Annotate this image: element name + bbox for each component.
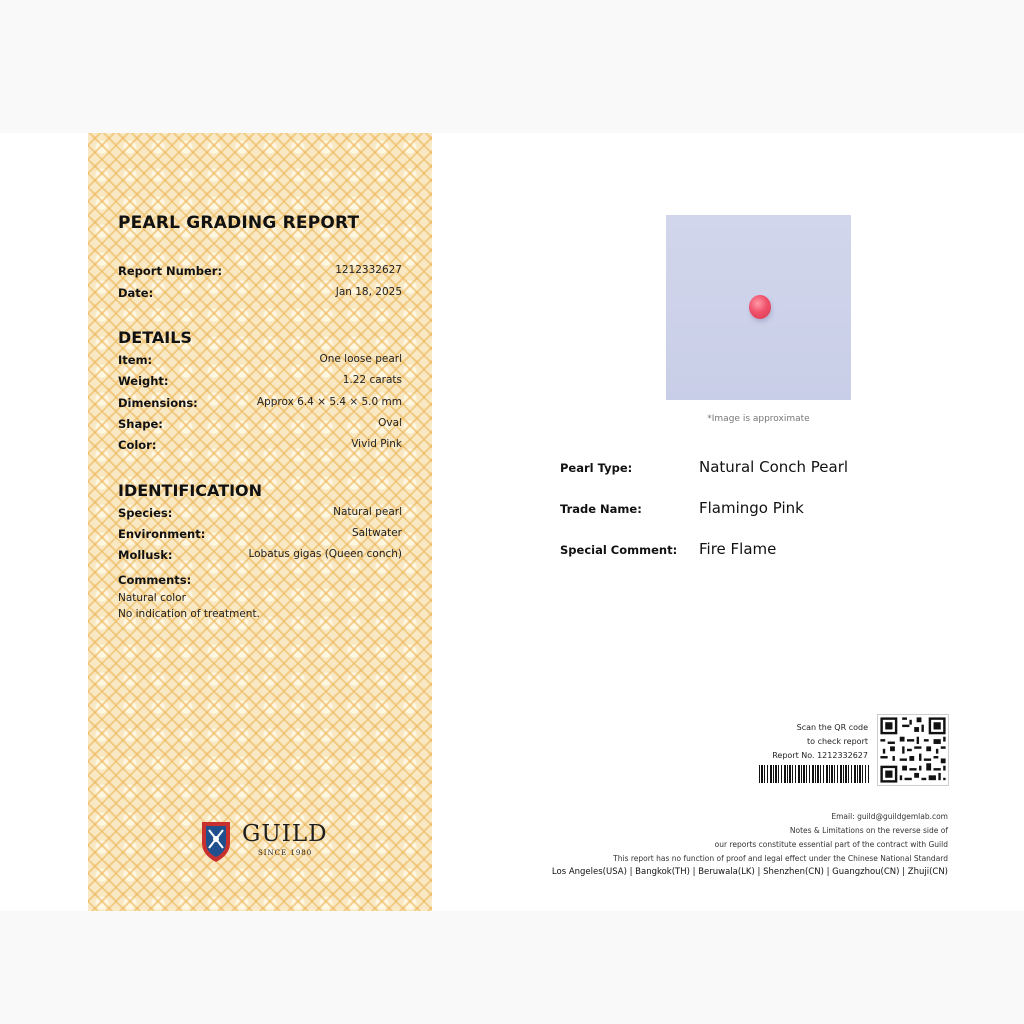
footer-email: Email: guild@guildgemlab.com <box>831 812 948 821</box>
row-value: 1.22 carats <box>342 374 402 386</box>
footer-disclaimer: This report has no function of proof and legal effect under the Chinese National Standard <box>613 854 948 863</box>
identification-heading: IDENTIFICATION <box>118 481 263 500</box>
feature-value: Flamingo Pink <box>699 499 804 517</box>
feature-label: Special Comment: <box>560 543 678 557</box>
row-value: Lobatus gigas (Queen conch) <box>248 548 402 560</box>
comment-line: Natural color <box>118 592 186 604</box>
report-number-row <box>118 264 402 282</box>
detail-row-dimensions <box>118 396 402 414</box>
detail-row-weight <box>118 374 402 392</box>
logo-wordmark: GUILD <box>242 821 328 847</box>
details-heading: DETAILS <box>118 328 192 347</box>
footer-locations: Los Angeles(USA) | Bangkok(TH) | Beruwala(LK) | Shenzhen(CN) | Guangzhou(CN) | Zhuji(CN) <box>551 867 948 877</box>
guild-logo <box>198 819 328 861</box>
pearl-image <box>749 295 771 319</box>
identification-row-mollusk <box>118 548 402 566</box>
report-title: PEARL GRADING REPORT <box>118 213 360 233</box>
report-panel <box>88 133 432 911</box>
logo-since: SINCE 1980 <box>258 849 313 857</box>
identification-row-species <box>118 506 402 524</box>
detail-row-shape <box>118 417 402 435</box>
feature-value: Natural Conch Pearl <box>699 458 849 476</box>
feature-label: Pearl Type: <box>560 461 633 475</box>
row-label: Dimensions: <box>118 396 198 410</box>
row-label: Mollusk: <box>118 548 173 562</box>
image-caption: *Image is approximate <box>707 414 810 424</box>
row-value: Vivid Pink <box>351 438 402 450</box>
pearl-photo <box>666 215 851 400</box>
row-value: Jan 18, 2025 <box>335 286 402 298</box>
row-label: Report Number: <box>118 264 223 278</box>
detail-row-color <box>118 438 402 456</box>
row-label: Weight: <box>118 374 169 388</box>
row-value: Oval <box>378 417 402 429</box>
report-sheet <box>0 133 1024 911</box>
row-label: Species: <box>118 506 173 520</box>
scan-instruction: to check report <box>807 737 868 746</box>
feature-label: Trade Name: <box>560 502 642 516</box>
row-label: Date: <box>118 286 154 300</box>
row-value: Natural pearl <box>333 506 402 518</box>
qr-code-icon[interactable] <box>877 714 949 786</box>
footer-notes: Notes & Limitations on the reverse side of <box>789 826 948 835</box>
report-number-label: Report No. 1212332627 <box>772 751 868 760</box>
row-value: 1212332627 <box>335 264 402 276</box>
shield-icon <box>198 819 234 863</box>
row-value: Approx 6.4 × 5.4 × 5.0 mm <box>256 396 402 408</box>
detail-row-item <box>118 353 402 371</box>
footer-notes: our reports constitute essential part of the contract with Guild <box>714 840 948 849</box>
row-label: Shape: <box>118 417 163 431</box>
identification-row-environment <box>118 527 402 545</box>
scan-instruction: Scan the QR code <box>796 723 868 732</box>
date-row <box>118 286 402 304</box>
row-value: One loose pearl <box>319 353 402 365</box>
comment-line: No indication of treatment. <box>118 608 260 620</box>
row-value: Saltwater <box>351 527 402 539</box>
comments-label: Comments: <box>118 573 192 587</box>
row-label: Item: <box>118 353 153 367</box>
row-label: Color: <box>118 438 157 452</box>
barcode <box>759 765 869 783</box>
feature-value: Fire Flame <box>699 540 777 558</box>
row-label: Environment: <box>118 527 206 541</box>
